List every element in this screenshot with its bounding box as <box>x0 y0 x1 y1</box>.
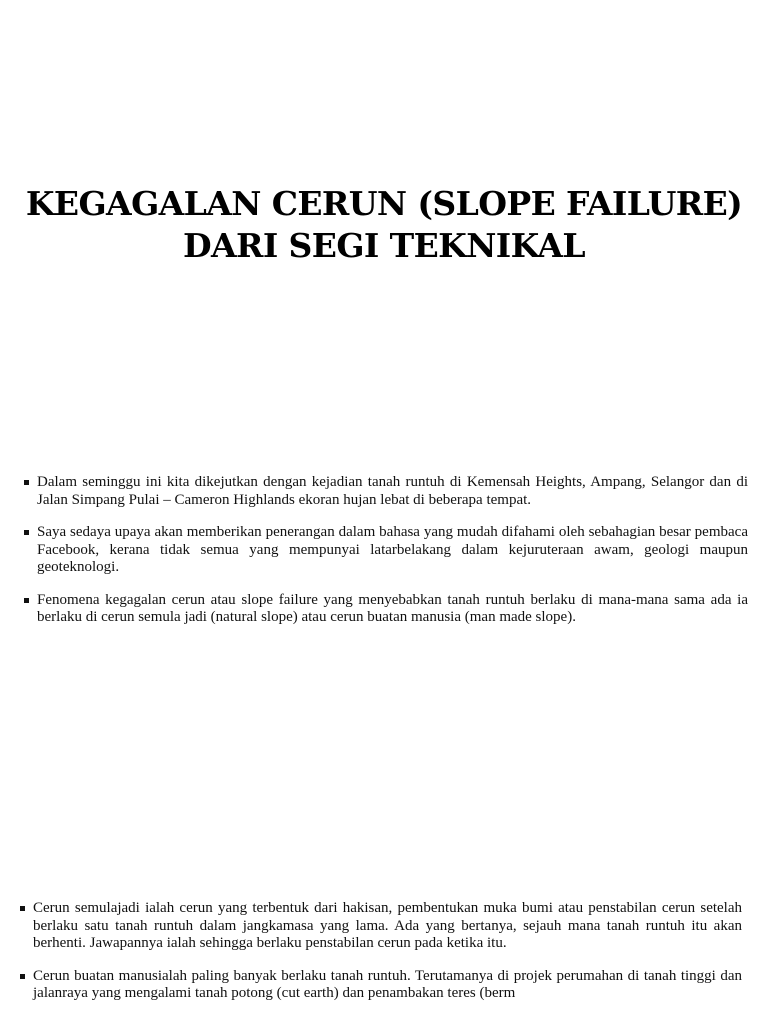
bullet-text: Saya sedaya upaya akan memberikan penerangan dalam bahasa yang mudah difahami oleh sebahagian besar pembaca Facebook, kerana tidak semua yang mempunyai latarbelakang dalam kejuruteraan awam, geologi maupun geoteknologi. <box>37 524 748 575</box>
square-bullet-icon <box>24 530 29 535</box>
title-line-2: DARI SEGI TEKNIKAL <box>182 226 585 265</box>
bullet-item <box>24 524 748 577</box>
slope-types-slide <box>0 870 768 1024</box>
bullet-item <box>24 474 748 509</box>
document-title <box>0 183 768 267</box>
title-line-1: KEGAGALAN CERUN (SLOPE FAILURE) <box>25 184 743 223</box>
square-bullet-icon <box>20 906 25 911</box>
bullet-text: Cerun semulajadi ialah cerun yang terbentuk dari hakisan, pembentukan muka bumi atau penstabilan cerun setelah berlaku satu tanah runtuh dalam jangkamasa yang lama. Ada yang bertanya, sejauh mana tanah runtuh itu akan berhenti. Jawapannya ialah sehingga berlaku penstabilan cerun pada ketika itu. <box>33 900 742 951</box>
bullet-text: Cerun buatan manusialah paling banyak berlaku tanah runtuh. Terutamanya di projek perumahan di tanah tinggi dan jalanraya yang mengalami tanah potong (cut earth) dan penambakan teres (berm <box>33 967 742 1001</box>
bullet-text: Fenomena kegagalan cerun atau slope failure yang menyebabkan tanah runtuh berlaku di mana-mana sama ada ia berlaku di cerun semula jadi (natural slope) atau cerun buatan manusia (man made slope). <box>37 591 748 625</box>
bullet-text: Dalam seminggu ini kita dikejutkan dengan kejadian tanah runtuh di Kemensah Heights, Ampang, Selangor dan di Jalan Simpang Pulai – Cameron Highlands ekoran hujan lebat di beberapa tempat. <box>37 474 748 508</box>
square-bullet-icon <box>20 974 25 979</box>
bullet-list <box>24 474 748 642</box>
bullet-item <box>24 592 748 627</box>
title-slide <box>0 0 768 440</box>
bullet-list <box>20 900 742 1018</box>
square-bullet-icon <box>24 480 29 485</box>
bullet-item <box>20 968 742 1003</box>
intro-slide <box>0 440 768 870</box>
bullet-item <box>20 900 742 953</box>
square-bullet-icon <box>24 598 29 603</box>
